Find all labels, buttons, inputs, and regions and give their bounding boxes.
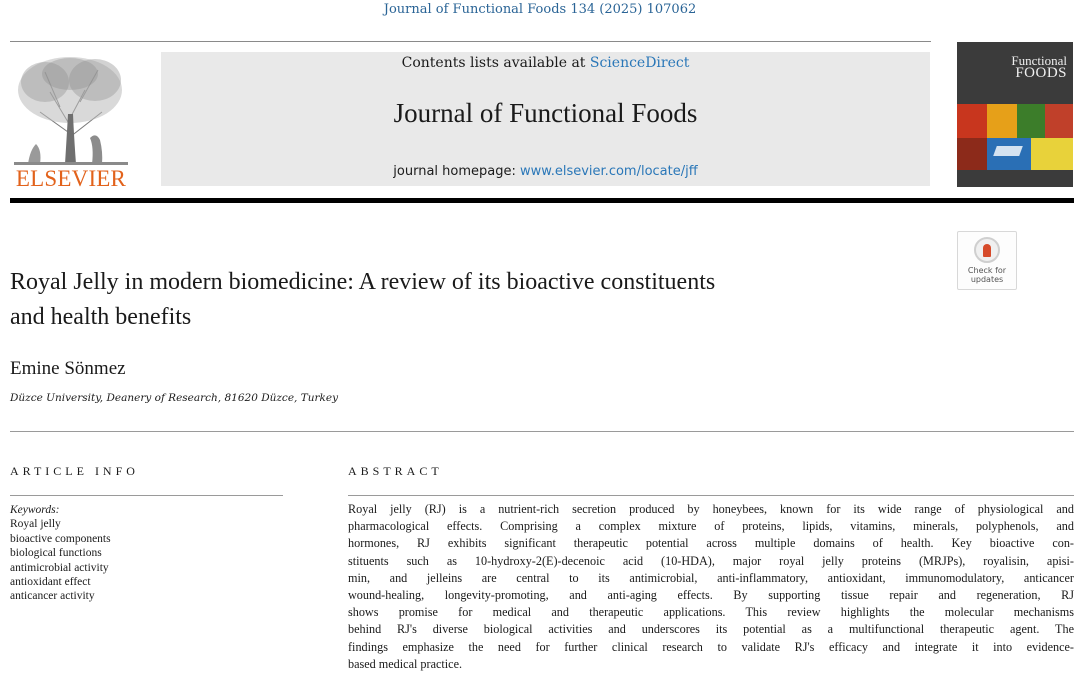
header-divider xyxy=(10,41,931,42)
article-info-rule xyxy=(10,495,283,496)
article-title-line2: and health benefits xyxy=(10,304,192,330)
keyword-item[interactable]: Royal jelly xyxy=(10,518,61,531)
keyword-item[interactable]: anticancer activity xyxy=(10,590,95,603)
cover-artwork xyxy=(957,104,1073,170)
elsevier-wordmark: ELSEVIER xyxy=(15,166,127,191)
badge-line1: Check for xyxy=(967,266,1007,275)
abstract-line: shows promise for medical and therapeutic applications. This review highlights the molecular mechanisms xyxy=(348,605,1074,620)
sciencedirect-link[interactable]: ScienceDirect xyxy=(589,55,690,71)
keyword-item[interactable]: bioactive components xyxy=(10,532,111,545)
cover-title-line2: FOODS xyxy=(1015,65,1067,81)
article-title-line1: Royal Jelly in modern biomedicine: A review of its bioactive constituents xyxy=(10,269,716,295)
journal-cover-image[interactable] xyxy=(957,42,1073,187)
abstract-line: findings emphasize the need for further clinical research to validate RJ's efficacy and integrate it into evidence- xyxy=(348,639,1074,654)
abstract-line: min, and jelleins are central to its antimicrobial, anti-inflammatory, antioxidant, immunomodulatory, anticancer xyxy=(348,570,1074,585)
badge-text xyxy=(958,266,1016,284)
abstract-line: wound-healing, longevity-promoting, and anti-aging effects. By supporting tissue repair and regeneration, RJ xyxy=(348,588,1074,603)
contents-prefix: Contents lists available at xyxy=(401,55,590,71)
abstract-text xyxy=(348,501,1074,673)
keyword-item[interactable]: antioxidant effect xyxy=(10,576,91,589)
keyword-item[interactable]: biological functions xyxy=(10,547,102,560)
running-head[interactable]: Journal of Functional Foods 134 (2025) 107062 xyxy=(383,2,697,17)
check-for-updates-badge[interactable] xyxy=(957,231,1017,290)
author-name[interactable]: Emine Sönmez xyxy=(10,358,126,379)
abstract-rule xyxy=(348,495,1074,496)
abstract-heading: ABSTRACT xyxy=(348,464,443,478)
abstract-line: pharmacological effects. Comprising a complex mixture of proteins, lipids, vitamins, minerals, polyphenols, and xyxy=(348,519,1074,534)
abstract-line: behind RJ's diverse biological activities and underscores its potential as a multifunctional therapeutic agent. The xyxy=(348,622,1074,637)
article-title xyxy=(10,265,940,335)
contents-line xyxy=(161,55,930,71)
author-affiliation: Düzce University, Deanery of Research, 81620 Düzce, Turkey xyxy=(10,392,338,404)
article-info-heading: ARTICLE INFO xyxy=(10,464,139,478)
bookmark-icon xyxy=(974,237,1000,263)
keywords-block xyxy=(10,503,111,604)
masthead-bottom-rule xyxy=(10,198,1074,203)
homepage-prefix: journal homepage: xyxy=(393,164,521,179)
keyword-item[interactable]: antimicrobial activity xyxy=(10,561,109,574)
cover-title-line1: Functional xyxy=(1011,53,1067,68)
badge-line2: updates xyxy=(970,275,1004,284)
keywords-label: Keywords: xyxy=(10,504,60,516)
abstract-line: stituents such as 10-hydroxy-2(E)-decenoic acid (10-HDA), major royal jelly proteins (MRJPs), royalisin, apisi- xyxy=(348,553,1074,568)
cover-title xyxy=(1011,54,1067,80)
section-divider xyxy=(10,431,1074,432)
homepage-link[interactable]: www.elsevier.com/locate/jff xyxy=(520,164,698,179)
abstract-line: Royal jelly (RJ) is a nutrient-rich secretion produced by honeybees, known for its wide range of physiological and xyxy=(348,502,1074,516)
abstract-line: hormones, RJ exhibits significant therapeutic potential across multiple domains of health. Key bioactive con- xyxy=(348,536,1074,551)
abstract-line: based medical practice. xyxy=(348,656,463,671)
homepage-line xyxy=(161,164,930,179)
journal-title: Journal of Functional Foods xyxy=(393,98,698,128)
